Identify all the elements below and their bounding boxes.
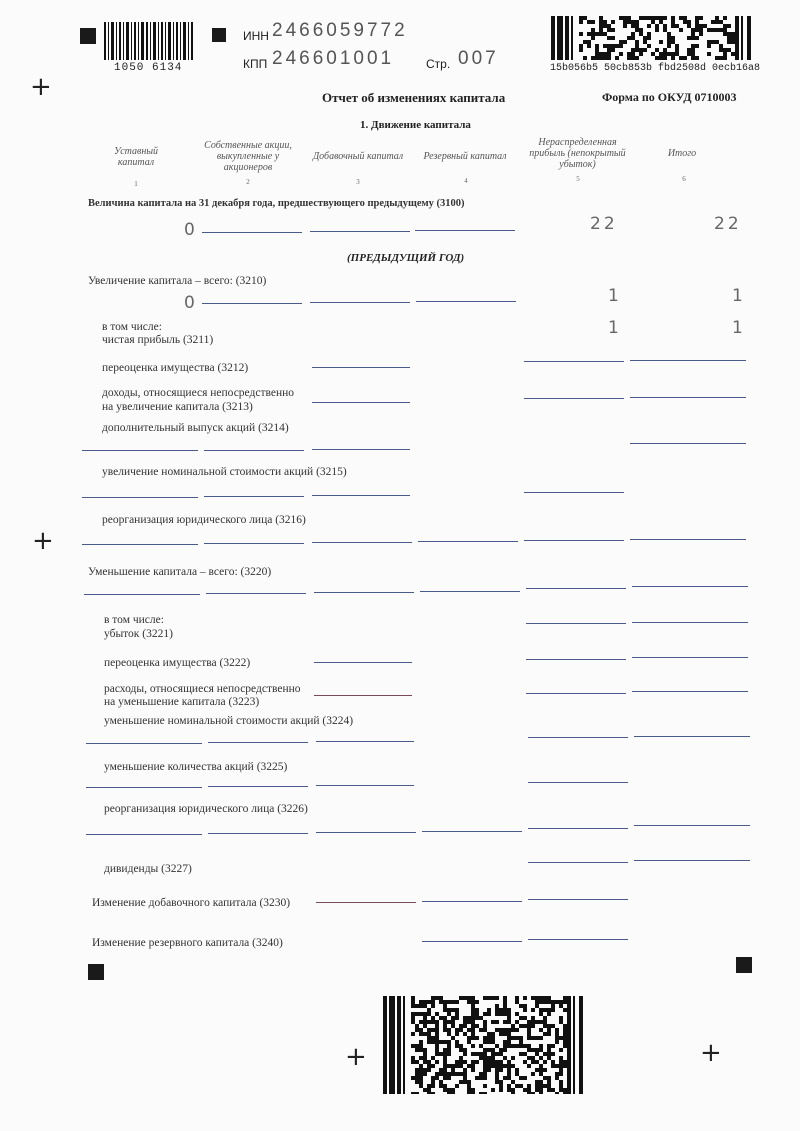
field-line — [312, 402, 410, 403]
field-line — [86, 834, 202, 835]
row-label-in-that-number: в том числе: — [104, 614, 164, 626]
field-line — [528, 828, 628, 829]
pdf417-barcode-bottom — [383, 996, 583, 1094]
field-line — [415, 230, 515, 231]
field-line — [528, 939, 628, 940]
inn-label: ИНН — [243, 29, 269, 43]
field-line — [422, 831, 522, 832]
row-label-3100: Величина капитала на 31 декабря года, предшествующего предыдущему (3100) — [88, 198, 465, 209]
crosshair-mark: + — [30, 72, 52, 102]
row-label-in-that-number: в том числе: — [102, 321, 162, 333]
column-number: 2 — [246, 178, 250, 186]
cell-3210-c5: 1 — [608, 286, 622, 306]
field-line — [316, 902, 416, 903]
field-line — [202, 232, 302, 233]
cell-3210-c1: 0 — [184, 293, 198, 313]
field-line — [528, 862, 628, 863]
column-number: 3 — [356, 178, 360, 186]
field-line — [630, 397, 746, 398]
field-line — [316, 785, 414, 786]
pdf417-barcode — [551, 16, 751, 60]
field-line — [312, 542, 412, 543]
cell-3211-c5: 1 — [608, 318, 622, 338]
row-label-3227: дивиденды (3227) — [104, 863, 192, 875]
field-line — [208, 833, 308, 834]
column-header: Добавочный капитал — [312, 151, 404, 162]
field-line — [528, 899, 628, 900]
field-line — [312, 495, 410, 496]
field-line — [526, 693, 626, 694]
kpp-value: 246601001 — [272, 48, 395, 69]
inn-value: 2466059772 — [272, 20, 408, 41]
field-line — [524, 361, 624, 362]
row-label-3214: дополнительный выпуск акций (3214) — [102, 422, 289, 434]
field-line — [524, 540, 624, 541]
field-line — [526, 659, 626, 660]
field-line — [422, 941, 522, 942]
field-line — [422, 901, 522, 902]
barcode-number: 1050 6134 — [114, 62, 183, 74]
row-label-3230: Изменение добавочного капитала (3230) — [92, 897, 291, 909]
field-line — [310, 231, 410, 232]
registration-square — [88, 964, 104, 980]
field-line — [528, 782, 628, 783]
barcode-hash: 15b056b5 50cb853b fbd2508d 0ecb16a8 — [550, 63, 761, 74]
field-line — [634, 825, 750, 826]
field-line — [84, 594, 200, 595]
field-line — [82, 544, 198, 545]
row-label-3223: расходы, относящиеся непосредственно — [104, 683, 301, 695]
field-line — [632, 657, 748, 658]
field-line — [86, 743, 202, 744]
field-line — [204, 450, 304, 451]
field-line — [312, 449, 410, 450]
cell-3210-c6: 1 — [732, 286, 746, 306]
field-line — [634, 736, 750, 737]
field-line — [204, 496, 304, 497]
column-number: 5 — [576, 175, 580, 183]
row-label-3213: доходы, относящиеся непосредственно — [102, 387, 295, 399]
field-line — [632, 586, 748, 587]
crosshair-mark: + — [700, 1038, 722, 1068]
page-value: 007 — [458, 48, 499, 69]
field-line — [632, 622, 748, 623]
year-title: (ПРЕДЫДУЩИЙ ГОД) — [347, 252, 465, 264]
kpp-label: КПП — [243, 57, 268, 71]
field-line — [204, 543, 304, 544]
row-label-3240: Изменение резервного капитала (3240) — [92, 937, 283, 949]
field-line — [418, 541, 518, 542]
field-line — [630, 360, 746, 361]
cell-3100-c5: 22 — [590, 214, 618, 234]
field-line — [316, 832, 416, 833]
field-line — [314, 662, 412, 663]
field-line — [526, 623, 626, 624]
row-label-3212: переоценка имущества (3212) — [102, 362, 249, 374]
column-number: 1 — [134, 180, 138, 188]
field-line — [82, 497, 198, 498]
row-label-3222: переоценка имущества (3222) — [104, 657, 251, 669]
field-line — [314, 695, 412, 696]
column-header: Уставный капитал — [113, 146, 159, 168]
row-label-3226: реорганизация юридического лица (3226) — [104, 803, 308, 815]
field-line — [310, 302, 410, 303]
field-line — [526, 588, 626, 589]
registration-square — [212, 28, 226, 42]
field-line — [316, 741, 414, 742]
column-header: Итого — [667, 148, 697, 159]
page-label: Стр. — [426, 57, 451, 71]
report-title: Отчет об изменениях капитала — [322, 90, 506, 105]
row-label-3215: увеличение номинальной стоимости акций (3215) — [102, 466, 347, 478]
column-header: Собственные акции, выкупленные у акционеров — [204, 140, 292, 173]
field-line — [630, 539, 746, 540]
field-line — [208, 742, 308, 743]
column-number: 6 — [682, 175, 686, 183]
field-line — [420, 591, 520, 592]
field-line — [528, 737, 628, 738]
field-line — [206, 593, 306, 594]
field-line — [524, 398, 624, 399]
linear-barcode — [104, 22, 196, 60]
field-line — [632, 691, 748, 692]
registration-square — [80, 28, 96, 44]
row-label-3224: уменьшение номинальной стоимости акций (3224) — [104, 715, 354, 727]
row-label-3211: чистая прибыль (3211) — [102, 334, 214, 346]
cell-3100-c6: 22 — [714, 214, 742, 234]
registration-square — [736, 957, 752, 973]
section-title: 1. Движение капитала — [360, 119, 471, 131]
field-line — [208, 786, 308, 787]
row-label-3221: убыток (3221) — [104, 628, 173, 640]
row-label-3225: уменьшение количества акций (3225) — [104, 761, 288, 773]
field-line — [416, 301, 516, 302]
column-header: Нераспределенная прибыль (непокрытый убыток) — [529, 137, 626, 170]
cell-3211-c6: 1 — [732, 318, 746, 338]
field-line — [312, 367, 410, 368]
field-line — [86, 787, 202, 788]
row-label-3210: Увеличение капитала – всего: (3210) — [88, 275, 267, 287]
row-label-3213-line2: на увеличение капитала (3213) — [102, 401, 253, 413]
field-line — [82, 450, 198, 451]
field-line — [314, 592, 414, 593]
row-label-3216: реорганизация юридического лица (3216) — [102, 514, 306, 526]
column-header: Резервный капитал — [423, 151, 507, 162]
row-label-3220: Уменьшение капитала – всего: (3220) — [88, 566, 272, 578]
crosshair-mark: + — [32, 526, 54, 556]
field-line — [630, 443, 746, 444]
field-line — [202, 303, 302, 304]
cell-3100-c1: 0 — [184, 220, 198, 240]
form-code: Форма по ОКУД 0710003 — [602, 90, 737, 104]
crosshair-mark: + — [345, 1042, 367, 1072]
field-line — [524, 492, 624, 493]
field-line — [634, 860, 750, 861]
row-label-3223-line2: на уменьшение капитала (3223) — [104, 696, 260, 708]
column-number: 4 — [464, 177, 468, 185]
